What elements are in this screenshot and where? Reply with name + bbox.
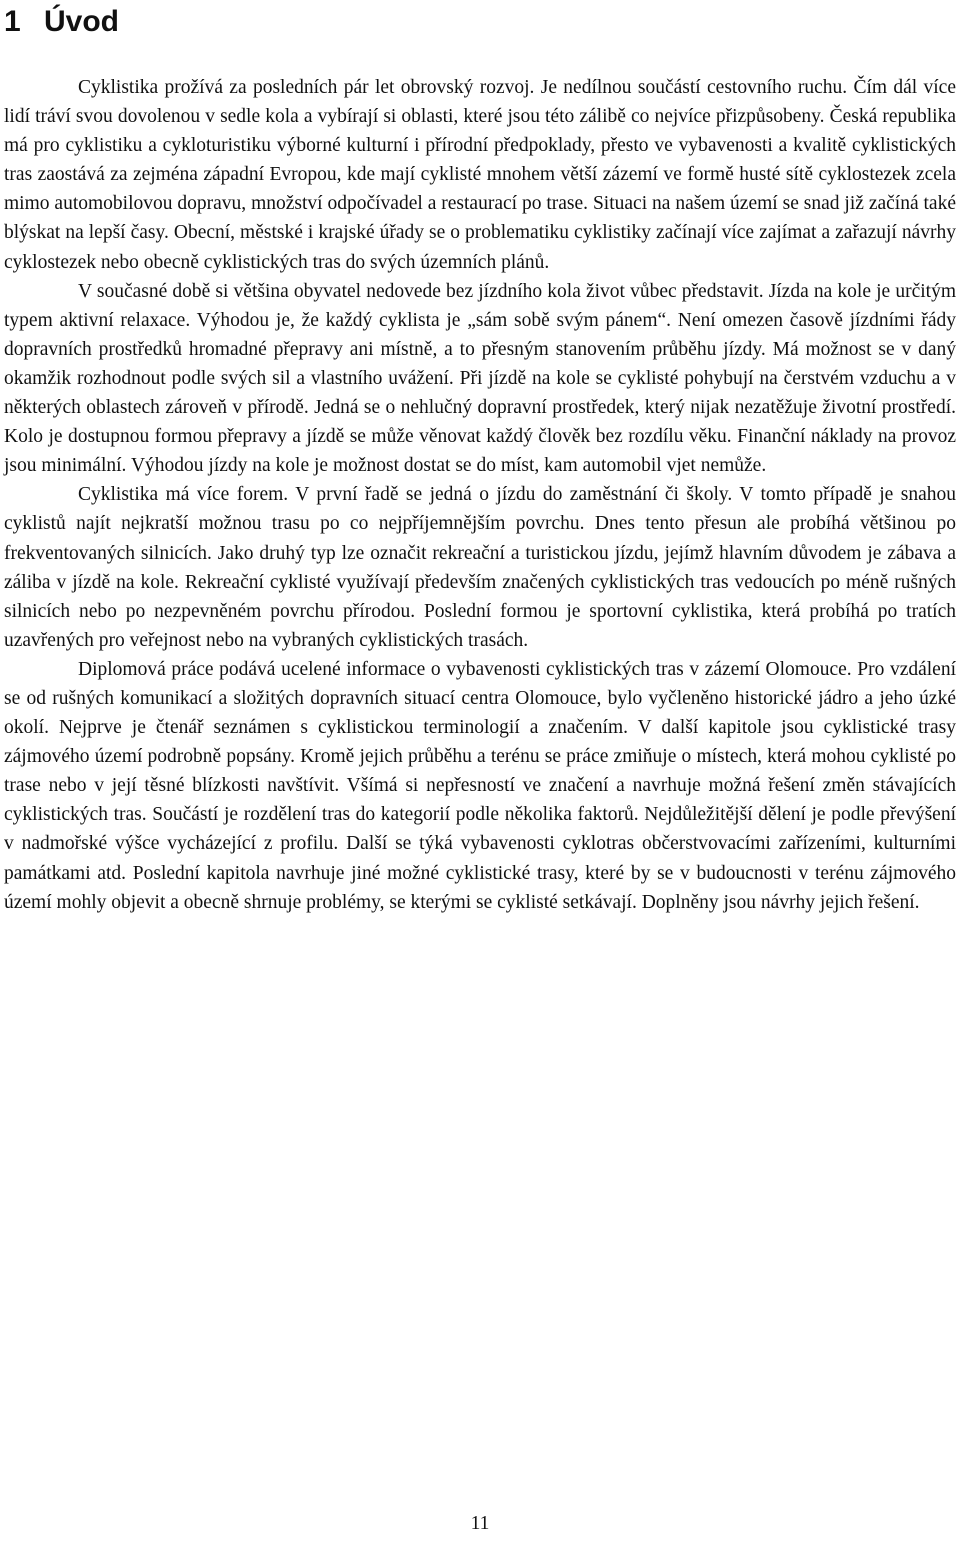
page-number: 11: [470, 1513, 490, 1534]
chapter-number: 1: [4, 5, 21, 38]
paragraph: Diplomová práce podává ucelené informace o vybavenosti cyklistických tras v zázemí Olomouce. Pro vzdálení se od rušných komunikací a složitých dopravních situací centra Olomouce, bylo vyčleněno historické jádro a jeho úzké okolí. Nejprve je čtenář seznámen s cyklistickou terminologií a značením. V další kapitole jsou cyklistické trasy zájmového území podrobně popsány. Kromě jejich průběhu a terénu se práce zmiňuje o místech, která mohou cyklisté po trase nebo v její těsné blízkosti navštívit. Všímá si nepřesností ve značení a navrhuje možná řešení změn stávajících cyklistických tras. Součástí je rozdělení tras do kategorií podle několika faktorů. Nejdůležitější dělení je podle převýšení v nadmořské výšce vycházející z profilu. Další se týká vybavenosti cyklotras občerstvovacími zařízeními, kulturními památkami atd. Poslední kapitola navrhuje jiné možné cyklistické trasy, které by se v budoucnosti v terénu zájmového území mohly objevit a obecně shrnuje problémy, se kterými se cyklisté setkávají. Doplněny jsou návrhy jejich řešení.: [4, 658, 956, 913]
paragraph: Cyklistika má více forem. V první řadě se jedná o jízdu do zaměstnání či školy. V tomto případě je snahou cyklistů najít nejkratší možnou trasu po co nejpříjemnějším povrchu. Dnes tento přesun ale probíhá většinou po frekventovaných silnicích. Jako druhý typ lze označit rekreační a turistickou jízdu, jejímž hlavním důvodem je zábava a záliba v jízdě na kole. Rekreační cyklisté využívají především značených cyklistických tras vedoucích po méně rušných silnicích nebo po nezpevněném povrchu přírodou. Poslední formou je sportovní cyklistika, která probíhá po tratích uzavřených pro veřejnost nebo na vybraných cyklistických trasách.: [4, 484, 956, 651]
paragraph: Cyklistika prožívá za posledních pár let obrovský rozvoj. Je nedílnou součástí cestovního ruchu. Čím dál více lidí tráví svou dovolenou v sedle kola a vybírají si oblasti, které jsou této zálibě co nejvíce přizpůsobeny. Česká republika má pro cyklistiku a cykloturistiku výborné kulturní i přírodní předpoklady, přesto ve vybavenosti a kvalitě cyklistických tras zaostává za zejména západní Evropou, kde mají cyklisté mnohem větší zázemí ve formě husté sítě cyklostezek zcela mimo automobilovou dopravu, množství odpočívadel a restaurací po trase. Situaci na našem území se snad již začíná také blýskat na lepší časy. Obecní, městské i krajské úřady se o problematiku cyklistiky začínají více zajímat a zařazují návrhy cyklostezek nebo obecně cyklistických tras do svých územních plánů.: [4, 77, 956, 273]
paragraph: V současné době si většina obyvatel nedovede bez jízdního kola život vůbec představit. Jízda na kole je určitým typem aktivní relaxace. Výhodou je, že každý cyklista je „sám sobě svým pánem“. Není omezen časově jízdními řády dopravních prostředků hromadné přepravy ani místně, a to přesným stanovením průběhu jízdy. Má možnost se v daný okamžik rozhodnout podle svých sil a vlastního uvážení. Při jízdě na kole se cyklisté pohybují na čerstvém vzduchu a v některých oblastech zároveň v přírodě. Jedná se o nehlučný dopravní prostředek, který nijak nezatěžuje životní prostředí. Kolo je dostupnou formou přepravy a jízdě se může věnovat každý člověk bez rozdílu věku. Finanční náklady na provoz jsou minimální. Výhodou jízdy na kole je možnost dostat se do míst, kam automobil vjet nemůže.: [4, 280, 956, 477]
chapter-title: Úvod: [44, 5, 119, 38]
chapter-heading: [4, 2, 119, 42]
body-text: [4, 73, 956, 917]
